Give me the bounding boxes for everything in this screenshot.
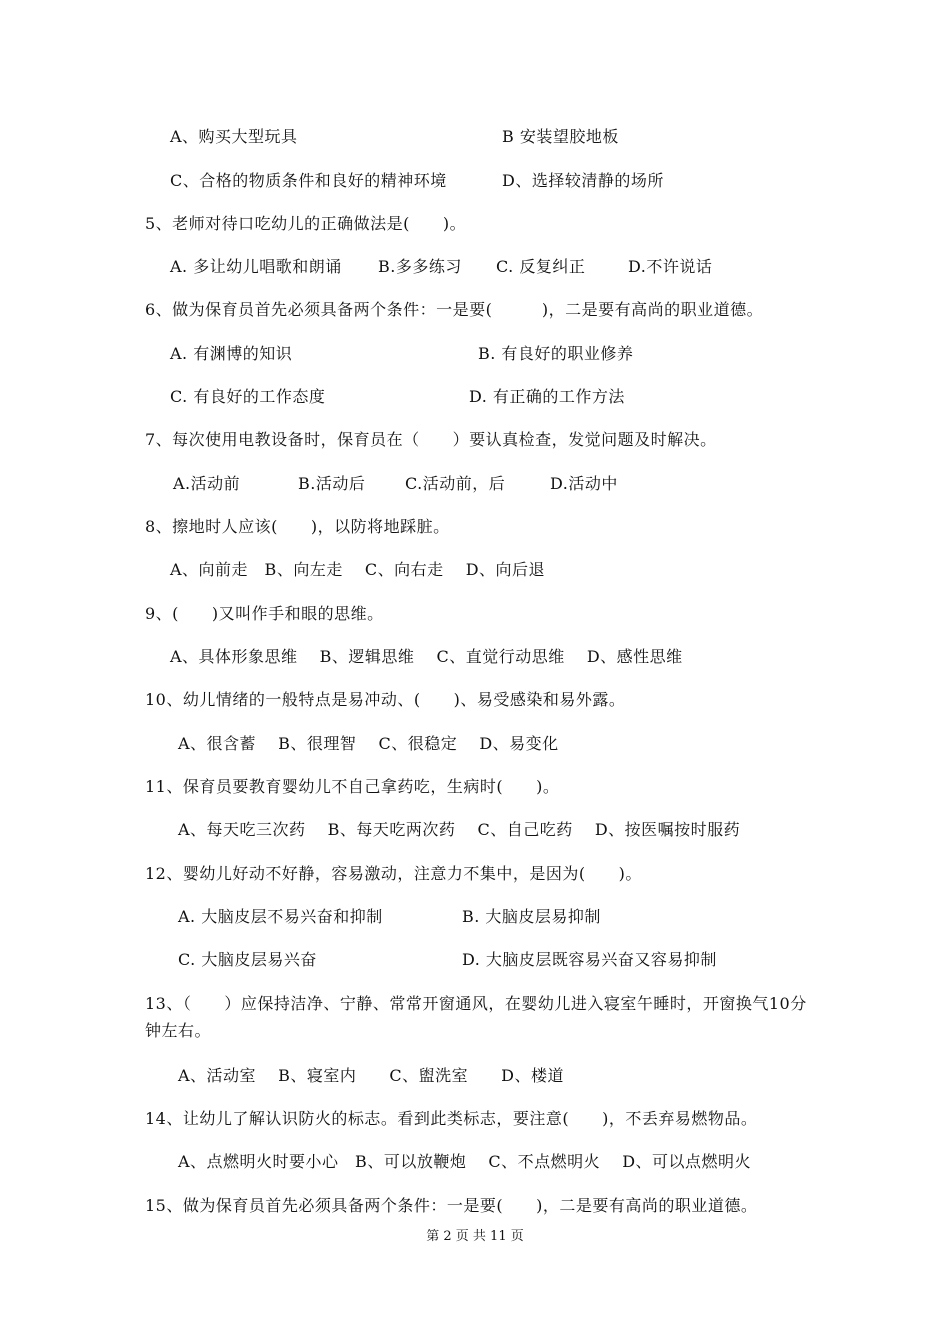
q12-option-d: D. 大脑皮层既容易兴奋又容易抑制	[462, 950, 717, 969]
q5-stem: 5、老师对待口吃幼儿的正确做法是( )。	[145, 214, 467, 233]
q15-stem: 15、做为保育员首先必须具备两个条件：一是要( )，二是要有高尚的职业道德。	[145, 1196, 758, 1215]
q9-options: A、具体形象思维 B、逻辑思维 C、直觉行动思维 D、感性思维	[170, 647, 683, 666]
q11-stem: 11、保育员要教育婴幼儿不自己拿药吃，生病时( )。	[145, 777, 560, 796]
q12-stem: 12、婴幼儿好动不好静，容易激动，注意力不集中，是因为( )。	[145, 864, 642, 883]
page-footer: 第 2 页 共 11 页	[426, 1229, 524, 1244]
q5-option-d: D.不许说话	[628, 257, 713, 276]
q7-option-b: B.活动后	[298, 474, 366, 493]
q13-options: A、活动室 B、寝室内 C、盥洗室 D、楼道	[178, 1066, 564, 1085]
q11-options: A、每天吃三次药 B、每天吃两次药 C、自己吃药 D、按医嘱按时服药	[178, 820, 741, 839]
q6-option-c: C. 有良好的工作态度	[170, 387, 326, 406]
q8-stem: 8、擦地时人应该( )，以防将地踩脏。	[145, 517, 450, 536]
q7-option-c: C.活动前，后	[405, 474, 506, 493]
q6-option-b: B. 有良好的职业修养	[478, 344, 634, 363]
q8-options: A、向前走 B、向左走 C、向右走 D、向后退	[170, 560, 546, 579]
q9-stem: 9、( )又叫作手和眼的思维。	[145, 604, 384, 623]
q7-stem: 7、每次使用电教设备时，保育员在（ ）要认真检查，发觉问题及时解决。	[145, 430, 717, 449]
q4-option-a: A、购买大型玩具	[170, 127, 298, 146]
q10-options: A、很含蓄 B、很理智 C、很稳定 D、易变化	[178, 734, 559, 753]
q5-option-a: A. 多让幼儿唱歌和朗诵	[170, 257, 342, 276]
q7-option-a: A.活动前	[173, 474, 241, 493]
q12-option-b: B. 大脑皮层易抑制	[462, 907, 601, 926]
q13-stem-line-1: 13、（ ）应保持洁净、宁静、常常开窗通风，在婴幼儿进入寝室午睡时，开窗换气10分	[145, 994, 807, 1013]
q4-option-c: C、合格的物质条件和良好的精神环境	[170, 171, 447, 190]
q12-option-a: A. 大脑皮层不易兴奋和抑制	[178, 907, 383, 926]
q4-option-d: D、选择较清静的场所	[502, 171, 664, 190]
q6-option-a: A. 有渊博的知识	[170, 344, 293, 363]
q14-stem: 14、让幼儿了解认识防火的标志。看到此类标志，要注意( )，不丢弃易燃物品。	[145, 1109, 758, 1128]
q5-option-c: C. 反复纠正	[496, 257, 586, 276]
q12-option-c: C. 大脑皮层易兴奋	[178, 950, 317, 969]
q4-option-b: B 安装望胶地板	[502, 127, 619, 146]
q6-option-d: D. 有正确的工作方法	[469, 387, 625, 406]
q13-stem-line-2: 钟左右。	[145, 1021, 212, 1040]
q5-option-b: B.多多练习	[378, 257, 462, 276]
q10-stem: 10、幼儿情绪的一般特点是易冲动、( )、易受感染和易外露。	[145, 690, 626, 709]
q14-options: A、点燃明火时要小心 B、可以放鞭炮 C、不点燃明火 D、可以点燃明火	[178, 1152, 752, 1171]
q7-option-d: D.活动中	[550, 474, 618, 493]
q6-stem: 6、做为保育员首先必须具备两个条件：一是要( )，二是要有高尚的职业道德。	[145, 300, 764, 319]
